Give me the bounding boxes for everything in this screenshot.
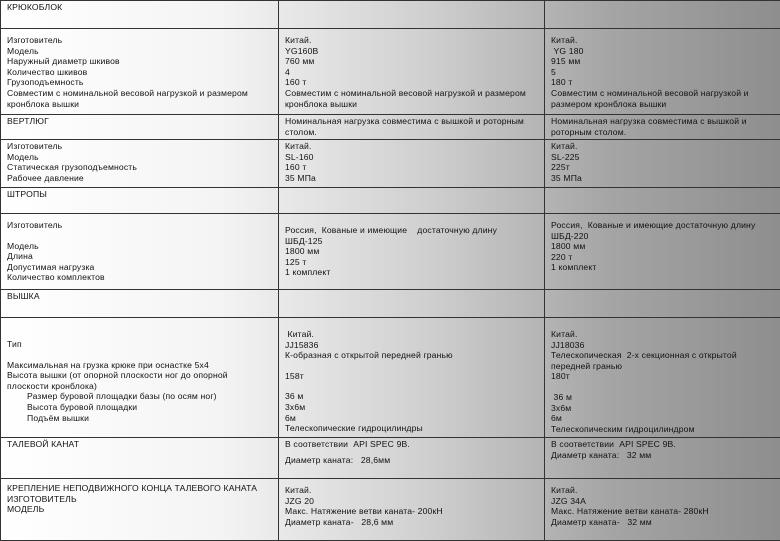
label: Количество комплектов [7, 272, 272, 283]
value: 1 комплект [551, 262, 776, 273]
empty-cell [279, 290, 545, 318]
section-title-drill-line: ТАЛЕВОЙ КАНАТ [1, 438, 279, 479]
empty-cell [279, 1, 545, 29]
hookblock-row [1, 29, 780, 115]
swivel-col2 [545, 140, 780, 188]
links-row [1, 214, 780, 290]
section-title-swivel: ВЕРТЛЮГ [1, 115, 279, 140]
empty-cell [545, 290, 780, 318]
section-title-derrick: ВЫШКА [1, 290, 279, 318]
value: ШБД-220 [551, 231, 776, 242]
value: Россия, Кованые и имеющие достаточную длину [285, 225, 538, 236]
value: Диаметр каната- 32 мм [551, 517, 776, 528]
value: 3х6м [551, 403, 776, 414]
value: Китай. [285, 35, 538, 46]
value: SL-160 [285, 152, 538, 163]
value: Телескопические гидроцилиндры [285, 423, 538, 434]
label: Изготовитель [7, 220, 272, 231]
value: YG160B [285, 46, 538, 57]
value: JJ15836 [285, 340, 538, 351]
label: Размер буровой площадки базы (по осям ног) [7, 391, 272, 402]
value: К-образная с открытой передней гранью [285, 350, 538, 361]
value: SL-225 [551, 152, 776, 163]
empty-cell [279, 188, 545, 214]
value: Китай. [551, 141, 776, 152]
section-header-row [1, 188, 780, 214]
label: Рабочее давление [7, 173, 272, 184]
value: 225т [551, 162, 776, 173]
value: 760 мм [285, 56, 538, 67]
value: 180т [551, 371, 776, 382]
value: 160 т [285, 162, 538, 173]
value: Макс. Натяжение ветви каната- 200кН [285, 506, 538, 517]
drill-line-col1 [279, 438, 545, 479]
deadline-anchor-col1 [279, 479, 545, 541]
hookblock-labels [1, 29, 279, 115]
value: Россия, Кованые и имеющие достаточную длину [551, 220, 776, 231]
label: Модель [7, 241, 272, 252]
value: 6м [551, 413, 776, 424]
value: Китай. [551, 485, 776, 496]
value: 3х6м [285, 402, 538, 413]
value: Китай. [285, 329, 538, 340]
label: Максимальная на грузка крюке при оснастке 5х4 [7, 360, 272, 371]
value: 180 т [551, 77, 776, 88]
label: Высота вышки (от опорной плоскости ног до опорной плоскости кронблока) [7, 370, 272, 391]
section-title-links: ШТРОПЫ [1, 188, 279, 214]
derrick-col1 [279, 318, 545, 438]
value: 1800 мм [551, 241, 776, 252]
label: МОДЕЛЬ [7, 504, 272, 515]
value: 125 т [285, 257, 538, 268]
swivel-row [1, 140, 780, 188]
label: Изготовитель [7, 141, 272, 152]
value: 35 МПа [551, 173, 776, 184]
value: Телескопическим гидроцилиндром [551, 424, 776, 435]
deadline-anchor-labels [1, 479, 279, 541]
value: 915 мм [551, 56, 776, 67]
value: Китай. [551, 329, 776, 340]
swivel-note-col1: Номинальная нагрузка совместима с вышкой и роторным столом. [279, 115, 545, 140]
label: Совместим с номинальной весовой нагрузкой и размером кронблока вышки [7, 88, 272, 109]
label: Подъём вышки [7, 413, 272, 424]
swivel-labels [1, 140, 279, 188]
value: Китай. [551, 35, 776, 46]
label: Модель [7, 46, 272, 57]
drill-line-row [1, 438, 780, 479]
value: В соответствии API SPEC 9В. [285, 439, 538, 450]
derrick-row [1, 318, 780, 438]
label: Статическая грузоподъемность [7, 162, 272, 173]
deadline-anchor-row [1, 479, 780, 541]
swivel-col1 [279, 140, 545, 188]
empty-cell [545, 188, 780, 214]
links-col1 [279, 214, 545, 290]
drill-line-col2 [545, 438, 780, 479]
value: Совместим с номинальной весовой нагрузкой и размером кронблока вышки [551, 88, 776, 109]
section-header-row [1, 290, 780, 318]
value: 36 м [551, 392, 776, 403]
value: 220 т [551, 252, 776, 263]
value: 158т [285, 371, 538, 382]
value: В соответствии API SPEC 9В. [551, 439, 776, 450]
value: JZG 20 [285, 496, 538, 507]
value: ШБД-125 [285, 236, 538, 247]
value: 36 м [285, 391, 538, 402]
value: Макс. Натяжение ветви каната- 280кН [551, 506, 776, 517]
value: 5 [551, 67, 776, 78]
label: Изготовитель [7, 35, 272, 46]
section-header-row [1, 115, 780, 140]
label: Длина [7, 251, 272, 262]
label: Высота буровой площадки [7, 402, 272, 413]
value: 160 т [285, 77, 538, 88]
hookblock-col1 [279, 29, 545, 115]
derrick-col2 [545, 318, 780, 438]
label: Количество шкивов [7, 67, 272, 78]
links-col2 [545, 214, 780, 290]
label: Грузоподъемность [7, 77, 272, 88]
label: Тип [7, 339, 272, 350]
value: 6м [285, 413, 538, 424]
value: JZG 34A [551, 496, 776, 507]
value: Совместим с номинальной весовой нагрузкой и размером кронблока вышки [285, 88, 538, 109]
label: Допустимая нагрузка [7, 262, 272, 273]
swivel-note-col2: Номинальная нагрузка совместима с вышкой и роторным столом. [545, 115, 780, 140]
label: Модель [7, 152, 272, 163]
value: JJ18036 [551, 340, 776, 351]
value: 35 МПа [285, 173, 538, 184]
value: 1 комплект [285, 267, 538, 278]
value: 1800 мм [285, 246, 538, 257]
deadline-anchor-col2 [545, 479, 780, 541]
links-labels [1, 214, 279, 290]
value: Телескопическая 2-х секционная с открытой передней гранью [551, 350, 776, 371]
hookblock-col2 [545, 29, 780, 115]
section-title-deadline-anchor: КРЕПЛЕНИЕ НЕПОДВИЖНОГО КОНЦА ТАЛЕВОГО КАНАТА [7, 480, 272, 494]
empty-cell [545, 1, 780, 29]
label: ИЗГОТОВИТЕЛЬ [7, 494, 272, 505]
section-header-row [1, 1, 780, 29]
value: Диаметр каната: 28,6мм [285, 455, 538, 466]
derrick-labels [1, 318, 279, 438]
value: Диаметр каната: 32 мм [551, 450, 776, 461]
value: YG 180 [551, 46, 776, 57]
value: Китай. [285, 485, 538, 496]
value: Китай. [285, 141, 538, 152]
value: Диаметр каната- 28,6 мм [285, 517, 538, 528]
label: Наружный диаметр шкивов [7, 56, 272, 67]
section-title-hookblock: КРЮКОБЛОК [1, 1, 279, 29]
value: 4 [285, 67, 538, 78]
